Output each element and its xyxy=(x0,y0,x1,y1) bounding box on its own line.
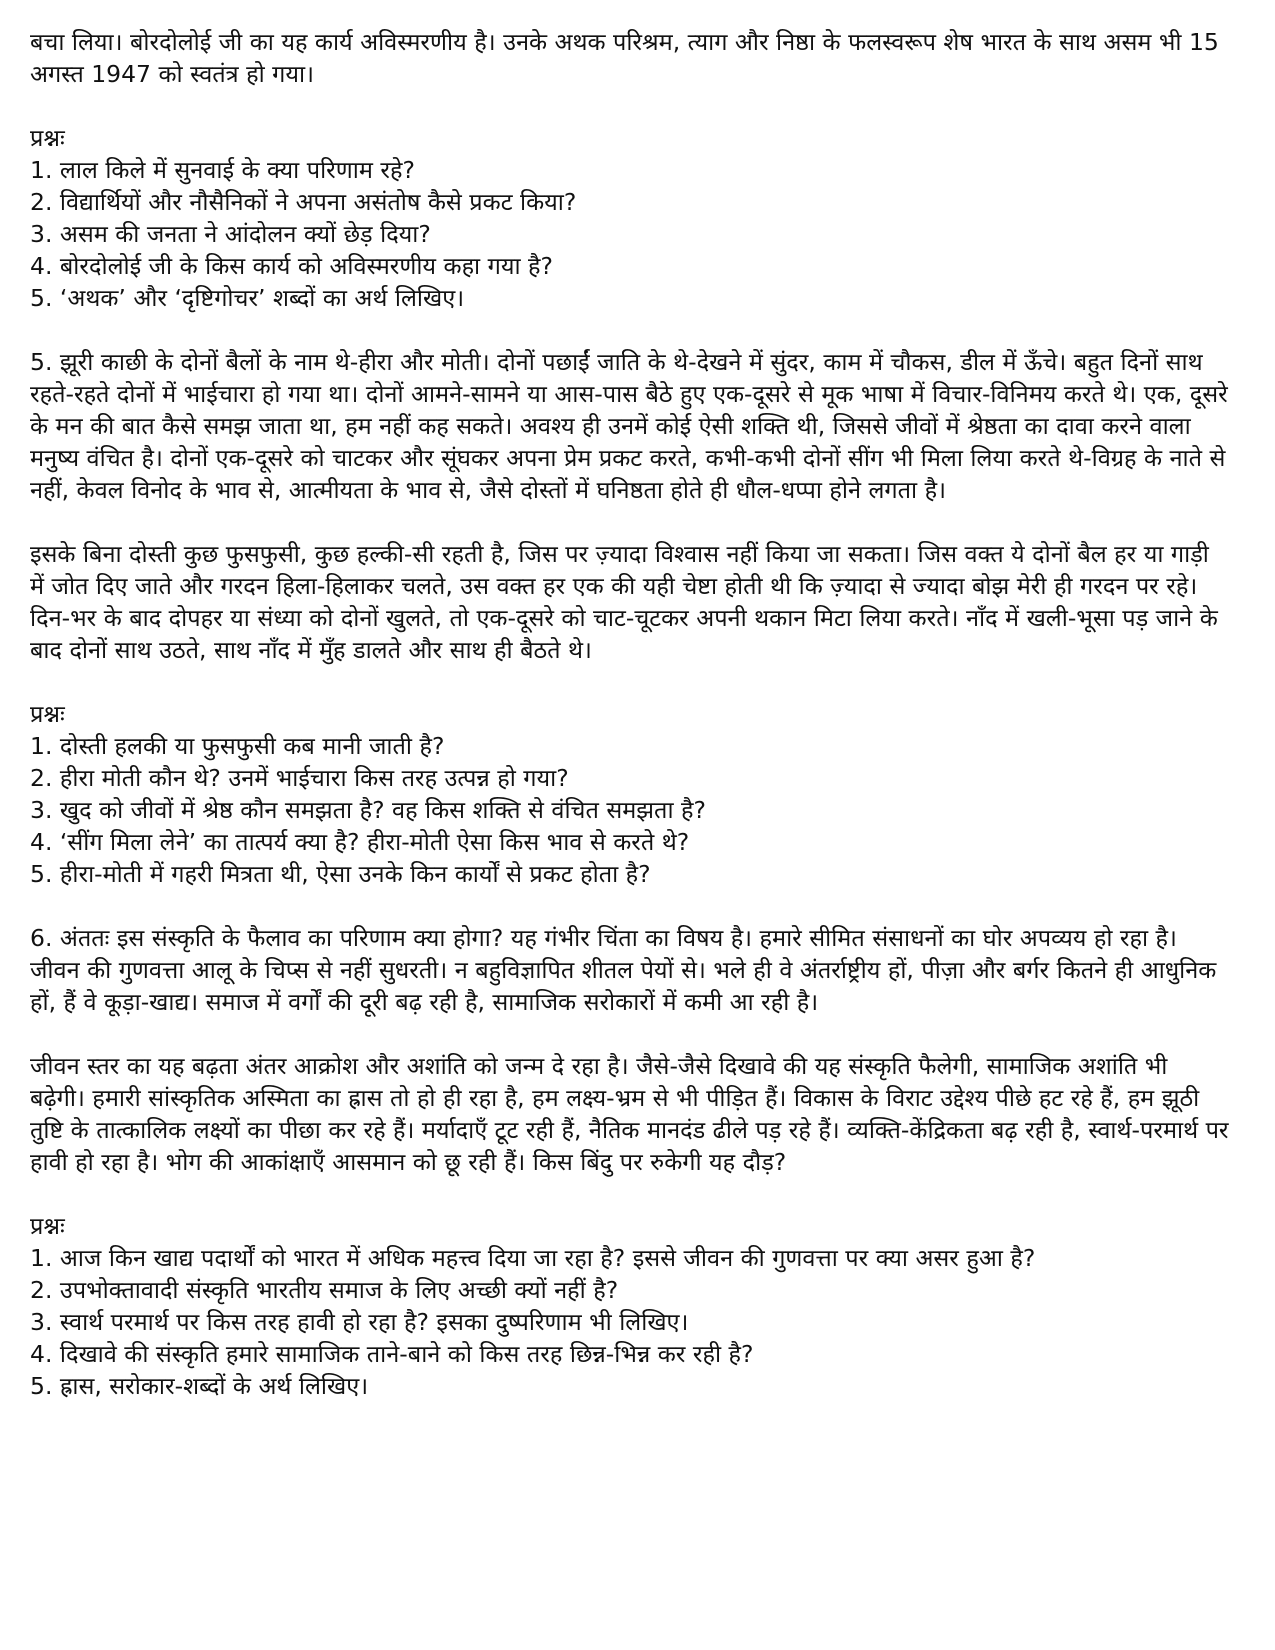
questions-section-3 xyxy=(30,1210,1229,1402)
question-item: 2. उपभोक्तावादी संस्कृति भारतीय समाज के लिए अच्छी क्यों नहीं है? xyxy=(30,1276,619,1304)
question-item: 4. बोरदोलोई जी के किस कार्य को अविस्मरणीय कहा गया है? xyxy=(30,252,553,280)
question-item: 5. हीरा-मोती में गहरी मित्रता थी, ऐसा उनके किन कार्यों से प्रकट होता है? xyxy=(30,860,651,888)
questions-section-1 xyxy=(30,122,1229,314)
question-item: 3. असम की जनता ने आंदोलन क्यों छेड़ दिया? xyxy=(30,220,431,248)
question-item: 1. आज किन खाद्य पदार्थों को भारत में अधिक महत्त्व दिया जा रहा है? इससे जीवन की गुणवत्ता पर क्या असर हुआ है? xyxy=(30,1244,1036,1272)
questions-heading: प्रश्नः xyxy=(30,1212,65,1240)
passage-6-paragraph-2: जीवन स्तर का यह बढ़ता अंतर आक्रोश और अशांति को जन्म दे रहा है। जैसे-जैसे दिखावे की यह संस्कृति फैलेगी, सामाजिक अशांति भी बढ़ेगी। हमारी सांस्कृतिक अस्मिता का ह्रास तो हो ही रहा है, हम लक्ष्य-भ्रम से भी पीड़ित हैं। विकास के विराट उद्देश्य पीछे हट रहे हैं, हम झूठी तुष्टि के तात्कालिक लक्ष्यों का पीछा कर रहे हैं। मर्यादाएँ टूट रही हैं, नैतिक मानदंड ढीले पड़ रहे हैं। व्यक्ति-केंद्रिकता बढ़ रही है, स्वार्थ-परमार्थ पर हावी हो रहा है। भोग की आकांक्षाएँ आसमान को छू रही हैं। किस बिंदु पर रुकेगी यह दौड़? xyxy=(30,1052,1229,1176)
question-item: 4. दिखावे की संस्कृति हमारे सामाजिक ताने-बाने को किस तरह छिन्न-भिन्न कर रही है? xyxy=(30,1340,754,1368)
question-item: 5. ‘अथक’ और ‘दृष्टिगोचर’ शब्दों का अर्थ लिखिए। xyxy=(30,284,465,312)
passage-5-paragraph-2: इसके बिना दोस्ती कुछ फुसफुसी, कुछ हल्की-सी रहती है, जिस पर ज़्यादा विश्वास नहीं किया जा सकता। जिस वक्त ये दोनों बैल हर या गाड़ी में जोत दिए जाते और गरदन हिला-हिलाकर चलते, उस वक्त हर एक की यही चेष्टा होती थी कि ज़्यादा से ज्यादा बोझ मेरी ही गरदन पर रहे। दिन-भर के बाद दोपहर या संध्या को दोनों खुलते, तो एक-दूसरे को चाट-चूटकर अपनी थकान मिटा लिया करते। नाँद में खली-भूसा पड़ जाने के बाद दोनों साथ उठते, साथ नाँद में मुँह डालते और साथ ही बैठते थे। xyxy=(30,540,1218,664)
question-item: 2. विद्यार्थियों और नौसैनिकों ने अपना असंतोष कैसे प्रकट किया? xyxy=(30,188,577,216)
question-item: 5. ह्रास, सरोकार-शब्दों के अर्थ लिखिए। xyxy=(30,1372,369,1400)
question-item: 4. ‘सींग मिला लेने’ का तात्पर्य क्या है? हीरा-मोती ऐसा किस भाव से करते थे? xyxy=(30,828,690,856)
passage-6-paragraph-1: 6. अंततः इस संस्कृति के फैलाव का परिणाम क्या होगा? यह गंभीर चिंता का विषय है। हमारे सीमित संसाधनों का घोर अपव्यय हो रहा है। जीवन की गुणवत्ता आलू के चिप्स से नहीं सुधरती। न बहुविज्ञापित शीतल पेयों से। भले ही वे अंतर्राष्ट्रीय हों, पीज़ा और बर्गर कितने ही आधुनिक हों, हैं वे कूड़ा-खाद्य। समाज में वर्गों की दूरी बढ़ रही है, सामाजिक सरोकारों में कमी आ रही है। xyxy=(30,924,1217,1016)
question-item: 3. खुद को जीवों में श्रेष्ठ कौन समझता है? वह किस शक्ति से वंचित समझता है? xyxy=(30,796,706,824)
question-item: 3. स्वार्थ परमार्थ पर किस तरह हावी हो रहा है? इसका दुष्परिणाम भी लिखिए। xyxy=(30,1308,689,1336)
questions-heading: प्रश्नः xyxy=(30,124,65,152)
question-item: 1. दोस्ती हलकी या फुसफुसी कब मानी जाती है? xyxy=(30,732,445,760)
intro-paragraph: बचा लिया। बोरदोलोई जी का यह कार्य अविस्मरणीय है। उनके अथक परिश्रम, त्याग और निष्ठा के फलस्वरूप शेष भारत के साथ असम भी 15 अगस्त 1947 को स्वतंत्र हो गया। xyxy=(30,28,1219,88)
question-item: 1. लाल किले में सुनवाई के क्या परिणाम रहे? xyxy=(30,156,415,184)
questions-section-2 xyxy=(30,698,1229,890)
questions-heading: प्रश्नः xyxy=(30,700,65,728)
questions-list xyxy=(30,1242,1229,1402)
questions-list xyxy=(30,730,1229,890)
questions-list xyxy=(30,154,1229,314)
passage-5-paragraph-1: 5. झूरी काछी के दोनों बैलों के नाम थे-हीरा और मोती। दोनों पछाईं जाति के थे-देखने में सुंदर, काम में चौकस, डील में ऊँचे। बहुत दिनों साथ रहते-रहते दोनों में भाईचारा हो गया था। दोनों आमने-सामने या आस-पास बैठे हुए एक-दूसरे से मूक भाषा में विचार-विनिमय करते थे। एक, दूसरे के मन की बात कैसे समझ जाता था, हम नहीं कह सकते। अवश्य ही उनमें कोई ऐसी शक्ति थी, जिससे जीवों में श्रेष्ठता का दावा करने वाला मनुष्य वंचित है। दोनों एक-दूसरे को चाटकर और सूंघकर अपना प्रेम प्रकट करते, कभी-कभी दोनों सींग भी मिला लिया करते थे-विग्रह के नाते से नहीं, केवल विनोद के भाव से, आत्मीयता के भाव से, जैसे दोस्तों में घनिष्ठता होते ही धौल-धप्पा होने लगता है। xyxy=(30,348,1228,504)
question-item: 2. हीरा मोती कौन थे? उनमें भाईचारा किस तरह उत्पन्न हो गया? xyxy=(30,764,569,792)
